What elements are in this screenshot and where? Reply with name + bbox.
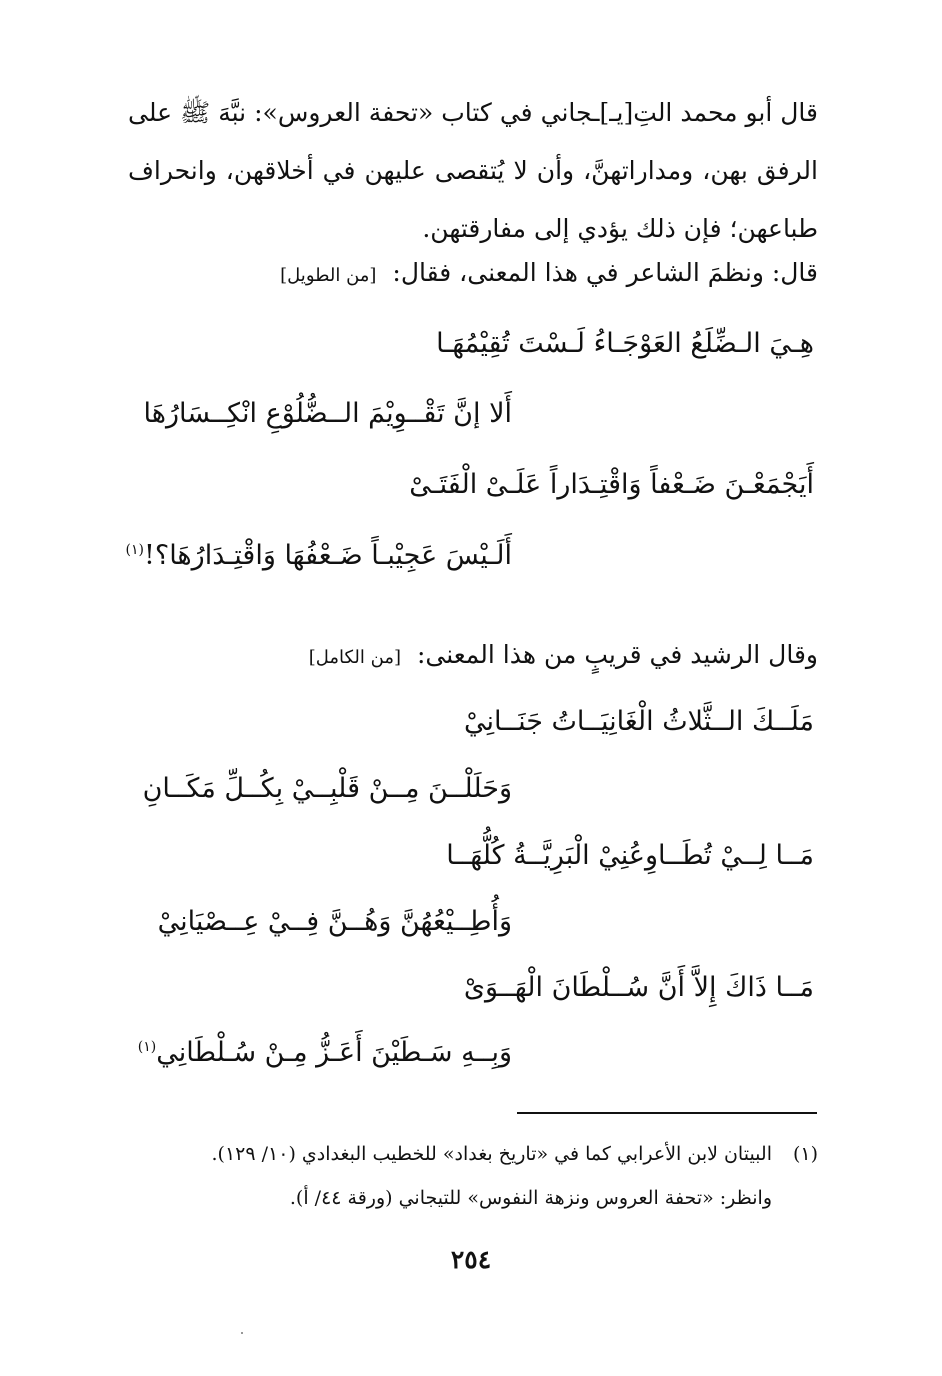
- poem-1-intro: [280, 258, 818, 287]
- poem-2-verse-6-text: وَبِــهِ سَـطَيْنَ أَعَـزُّ مِـنْ سُـلْطَانِي: [156, 1037, 512, 1068]
- poem-2-intro-text: وقال الرشيد في قريبٍ من هذا المعنى:: [416, 640, 818, 669]
- poem-2-intro: [309, 640, 818, 669]
- footnote-line-1: [118, 1132, 818, 1176]
- poem-2-verse-2: وَحَلَلْــنَ مِــنْ قَلْبِــيْ بِكُــلِّ مَكَــانِ: [142, 773, 512, 804]
- poem-2-verse-3: مَــا لِــيْ تُطَــاوِعُنِيْ الْبَرِيَّــةُ كُلُّهَــا: [446, 840, 814, 871]
- poem-1-verse-3: أَيَجْمَعْـنَ ضَـعْفاً وَاقْتِـدَاراً عَلَـىْ الْفَتَـىْ: [409, 469, 814, 500]
- poem-2-verse-6: [138, 1037, 512, 1069]
- poem-2-verse-5: مَــا ذَاكَ إِلاَّ أَنَّ سُــلْطَانَ الْهَــوَىْ: [463, 972, 814, 1003]
- footnote-text-1: البيتان لابن الأعرابي كما في «تاريخ بغداد» للخطيب البغدادي (١٠/ ١٢٩).: [211, 1143, 772, 1165]
- poem-2-verse-1: مَلَــكَ الــثَّلاثُ الْغَانِيَــاتُ جَنَــانِيْ: [464, 706, 814, 737]
- poem-1-verse-1: هِـيَ الـضِّلَعُ العَوْجَـاءُ لَـسْتَ تُقِيْمُهَـا: [436, 328, 814, 359]
- page-number: ٢٥٤: [450, 1245, 492, 1274]
- poem-1-footnote-ref: (١): [125, 542, 145, 558]
- poem-1-verse-4-text: أَلَـيْسَ عَجِيْبـاً ضَـعْفُهَا وَاقْتِـدَارُهَا؟!: [144, 540, 512, 571]
- footnote: [118, 1132, 818, 1220]
- poem-1-verse-2: أَلا إنَّ تَقْــوِيْمَ الــضُّلُوْعِ انْكِــسَارُهَا: [143, 398, 512, 429]
- footnote-number: (١): [792, 1143, 818, 1165]
- footnote-separator: [517, 1112, 817, 1114]
- footnote-text-2: وانظر: «تحفة العروس ونزهة النفوس» للتيجاني (ورقة ٤٤/ أ).: [289, 1187, 772, 1209]
- poem-2-meter: [من الكامل]: [308, 647, 401, 668]
- poem-2-verse-4: وَأُطِــيْعُهُنَّ وَهُــنَّ فِــيْ عِــصْيَانِيْ: [157, 906, 512, 937]
- opening-paragraph: قال أبو محمد التِ[يـ]ـجاني في كتاب «تحفة العروس»: نبَّهَ ﷺ على الرفق بهن، ومداراتهنَّ، وأن لا يُتقصى عليهن في أخلاقهن، وانحراف طباعهن؛ فإن ذلك يؤدي إلى مفارقتهن.: [128, 98, 818, 243]
- scan-speck: [241, 1332, 243, 1334]
- poem-1-intro-text: قال: ونظمَ الشاعر في هذا المعنى، فقال:: [392, 258, 818, 287]
- poem-2-footnote-ref: (١): [137, 1039, 157, 1055]
- poem-1-meter: [من الطويل]: [280, 265, 377, 286]
- poem-1-verse-4: [126, 540, 512, 572]
- footnote-line-2: [118, 1176, 818, 1220]
